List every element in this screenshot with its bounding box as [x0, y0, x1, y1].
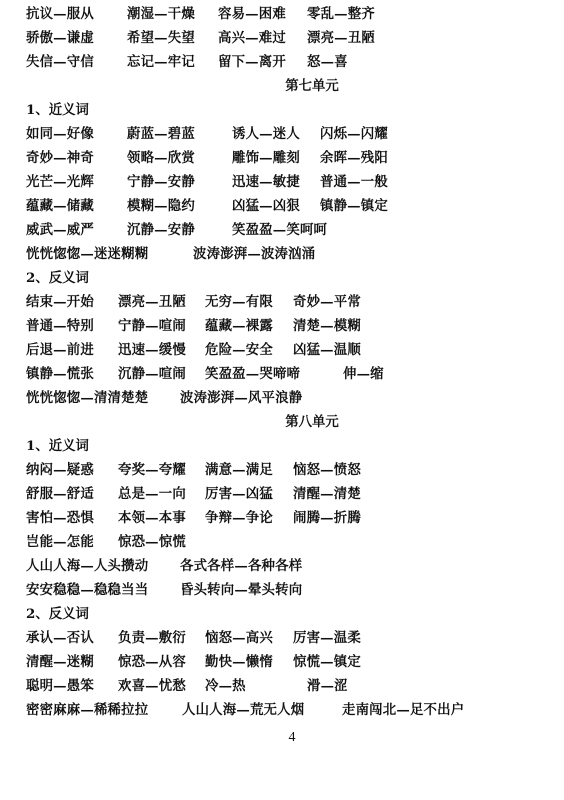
word-pair: 聪明—愚笨 — [26, 678, 94, 694]
word-pair: 威武—威严 — [26, 222, 94, 238]
word-pair: 舒服—舒适 — [26, 486, 94, 502]
word-row — [0, 124, 388, 144]
word-row — [0, 676, 348, 696]
word-pair: 沉静—安静 — [127, 222, 195, 238]
word-pair: 总是—一向 — [118, 486, 186, 502]
word-pair: 诱人—迷人 — [232, 126, 300, 142]
word-pair: 零乱—整齐 — [307, 6, 375, 22]
word-pair: 争辩—争论 — [205, 510, 273, 526]
word-row — [0, 628, 361, 648]
word-pair: 厉害—凶猛 — [205, 486, 273, 502]
word-pair: 领略—欣赏 — [127, 150, 195, 166]
word-pair: 波涛澎湃—风平浪静 — [180, 390, 303, 406]
word-pair: 漂亮—丑陋 — [118, 294, 186, 310]
word-pair: 承认—否认 — [26, 630, 94, 646]
word-pair: 凶猛—凶狠 — [232, 198, 300, 214]
word-pair: 惊恐—从容 — [118, 654, 186, 670]
word-pair: 安安稳稳—稳稳当当 — [26, 582, 149, 598]
word-pair: 惊慌—镇定 — [293, 654, 361, 670]
word-pair: 抗议—服从 — [26, 6, 94, 22]
unit-7-antonyms-label: 2、反义词 — [26, 270, 89, 286]
word-pair: 迅速—敏捷 — [232, 174, 300, 190]
word-pair: 滑—涩 — [307, 678, 348, 694]
word-pair: 蕴藏—储藏 — [26, 198, 94, 214]
word-row — [0, 556, 303, 576]
word-pair: 镇静—慌张 — [26, 366, 94, 382]
unit-8-title: 第八单元 — [285, 414, 339, 430]
word-pair: 冷—热 — [205, 678, 246, 694]
word-pair: 普通—特别 — [26, 318, 94, 334]
word-pair: 恍恍惚惚—迷迷糊糊 — [26, 246, 149, 262]
word-pair: 沉静—喧闹 — [118, 366, 186, 382]
word-pair: 岂能—怎能 — [26, 534, 94, 550]
word-pair: 清醒—清楚 — [293, 486, 361, 502]
word-pair: 迅速—缓慢 — [118, 342, 186, 358]
word-pair: 负责—敷衍 — [118, 630, 186, 646]
unit-7-title: 第七单元 — [285, 78, 339, 94]
word-pair: 恼怒—愤怒 — [293, 462, 361, 478]
word-pair: 夸奖—夸耀 — [118, 462, 186, 478]
word-pair: 欢喜—忧愁 — [118, 678, 186, 694]
word-row — [0, 316, 361, 336]
word-pair: 人山人海—荒无人烟 — [182, 702, 305, 718]
word-pair: 无穷—有限 — [205, 294, 273, 310]
word-pair: 闪烁—闪耀 — [320, 126, 388, 142]
word-pair: 本领—本事 — [118, 510, 186, 526]
word-pair: 后退—前进 — [26, 342, 94, 358]
unit-8-antonyms-label: 2、反义词 — [26, 606, 89, 622]
word-row — [0, 580, 303, 600]
word-row — [0, 484, 361, 504]
word-pair: 高兴—难过 — [218, 30, 286, 46]
word-pair: 笑盈盈—哭啼啼 — [205, 366, 301, 382]
word-pair: 笑盈盈—笑呵呵 — [232, 222, 328, 238]
word-pair: 奇妙—神奇 — [26, 150, 94, 166]
word-pair: 镇静—镇定 — [320, 198, 388, 214]
word-pair: 清楚—模糊 — [293, 318, 361, 334]
word-pair: 清醒—迷糊 — [26, 654, 94, 670]
word-row — [0, 28, 375, 48]
word-row — [0, 700, 465, 720]
word-row — [0, 388, 303, 408]
word-pair: 骄傲—谦虚 — [26, 30, 94, 46]
word-row — [0, 4, 375, 24]
word-row — [0, 52, 348, 72]
word-pair: 恼怒—高兴 — [205, 630, 273, 646]
word-pair: 奇妙—平常 — [293, 294, 361, 310]
word-pair: 蕴藏—裸露 — [205, 318, 273, 334]
unit-8-synonyms-label: 1、近义词 — [26, 438, 89, 454]
word-pair: 纳闷—疑惑 — [26, 462, 94, 478]
word-pair: 失信—守信 — [26, 54, 94, 70]
word-pair: 昏头转向—晕头转向 — [180, 582, 303, 598]
word-pair: 危险—安全 — [205, 342, 273, 358]
word-row — [0, 196, 388, 216]
word-pair: 人山人海—人头攒动 — [26, 558, 149, 574]
word-pair: 如同—好像 — [26, 126, 94, 142]
word-pair: 宁静—喧闹 — [118, 318, 186, 334]
word-pair: 光芒—光辉 — [26, 174, 94, 190]
word-pair: 惊恐—惊慌 — [118, 534, 186, 550]
word-pair: 模糊—隐约 — [127, 198, 195, 214]
word-pair: 恍恍惚惚—清清楚楚 — [26, 390, 149, 406]
word-row — [0, 364, 384, 384]
word-pair: 凶猛—温顺 — [293, 342, 361, 358]
word-pair: 宁静—安静 — [127, 174, 195, 190]
word-pair: 各式各样—各种各样 — [180, 558, 303, 574]
word-pair: 漂亮—丑陋 — [307, 30, 375, 46]
word-pair: 雕饰—雕刻 — [232, 150, 300, 166]
word-row — [0, 340, 361, 360]
word-row — [0, 652, 361, 672]
word-pair: 余晖—残阳 — [320, 150, 388, 166]
word-row — [0, 220, 328, 240]
word-row — [0, 172, 388, 192]
word-pair: 普通—一般 — [320, 174, 388, 190]
word-row — [0, 148, 388, 168]
word-row — [0, 292, 361, 312]
word-pair: 留下—离开 — [218, 54, 286, 70]
word-pair: 厉害—温柔 — [293, 630, 361, 646]
word-pair: 容易—困难 — [218, 6, 286, 22]
word-pair: 走南闯北—足不出户 — [342, 702, 465, 718]
word-row — [0, 508, 361, 528]
word-pair: 潮湿—干燥 — [127, 6, 195, 22]
word-pair: 闹腾—折腾 — [293, 510, 361, 526]
word-pair: 害怕—恐惧 — [26, 510, 94, 526]
word-row — [0, 460, 361, 480]
word-pair: 忘记—牢记 — [127, 54, 195, 70]
word-pair: 勤快—懒惰 — [205, 654, 273, 670]
word-pair: 怒—喜 — [307, 54, 348, 70]
word-pair: 密密麻麻—稀稀拉拉 — [26, 702, 149, 718]
word-pair: 满意—满足 — [205, 462, 273, 478]
word-row — [0, 244, 316, 264]
unit-7-synonyms-label: 1、近义词 — [26, 102, 89, 118]
page-number: 4 — [288, 730, 296, 745]
word-pair: 蔚蓝—碧蓝 — [127, 126, 195, 142]
word-pair: 伸—缩 — [343, 366, 384, 382]
word-pair: 波涛澎湃—波涛汹涌 — [193, 246, 316, 262]
word-row — [0, 532, 186, 552]
word-pair: 希望—失望 — [127, 30, 195, 46]
word-pair: 结束—开始 — [26, 294, 94, 310]
